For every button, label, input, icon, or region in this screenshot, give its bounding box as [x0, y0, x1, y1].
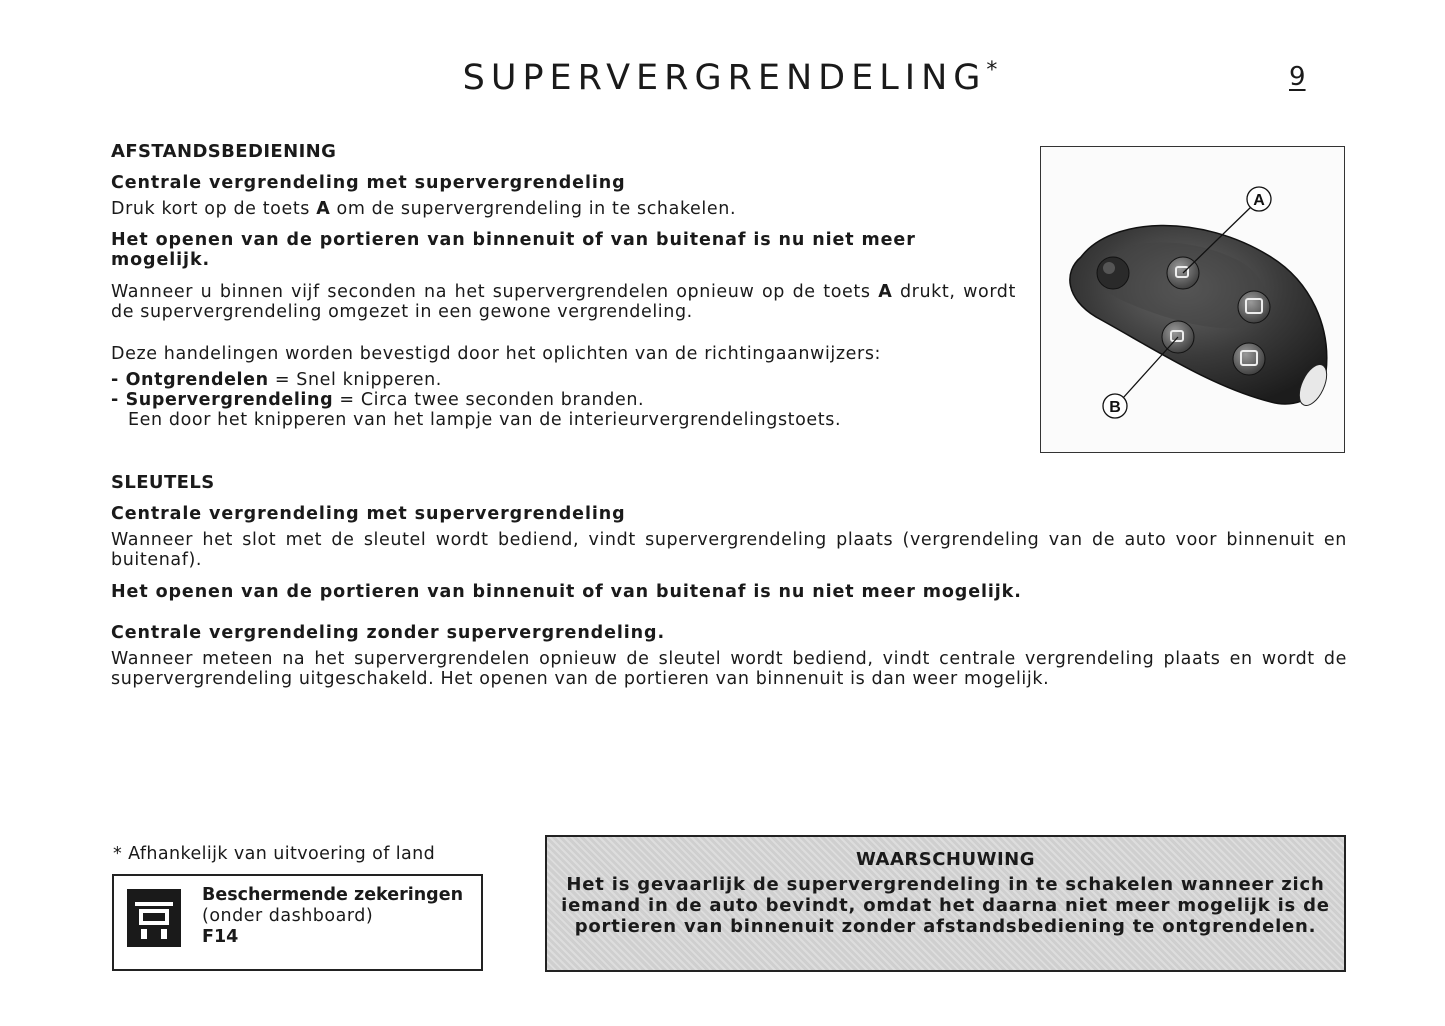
key-a-label: A	[316, 199, 331, 219]
fuse-icon	[127, 889, 181, 947]
section-heading-keys: SLEUTELS	[111, 472, 215, 493]
title-footnote-mark: *	[986, 58, 998, 83]
warning-text: Het is gevaarlijk de supervergrendeling in te schakelen wanneer zich iemand in de auto bevindt, omdat het daarna niet meer mogelijk is de portieren van binnenuit zonder afstandsbediening te ontgrendelen.	[561, 874, 1330, 937]
para-text: Druk kort op de toets	[111, 199, 317, 219]
list-item	[111, 390, 841, 410]
warning-box	[545, 835, 1346, 972]
list-extra: Een door het knipperen van het lampje van de interieurvergrendelingstoets.	[128, 410, 842, 430]
remote-warning-bold: Het openen van de portieren van binnenuit of van buitenaf is nu niet meer mogelijk.	[111, 230, 916, 270]
fuse-text	[202, 885, 463, 948]
remote-key-fob-icon	[1041, 147, 1343, 451]
fuse-code: F14	[202, 927, 239, 947]
list-sep: =	[268, 370, 297, 390]
list-term: Ontgrendelen	[125, 370, 269, 390]
keys-paragraph-1: Wanneer het slot met de sleutel wordt bediend, vindt supervergrendeling plaats (vergrendeling van de auto voor binnenuit en buitenaf).	[111, 530, 1347, 570]
list-dash: -	[111, 370, 126, 390]
label-a: A	[1253, 192, 1265, 209]
para-text: drukt, wordt de supervergrendeling omgezet in een gewone vergrendeling.	[111, 282, 1016, 322]
label-b: B	[1109, 399, 1121, 416]
list-desc: Circa twee seconden branden.	[360, 390, 645, 410]
list-term: Supervergrendeling	[125, 390, 334, 410]
fuse-location: (onder dashboard)	[202, 906, 374, 926]
page-title-text: SUPERVERGRENDELING	[462, 58, 987, 98]
subheading-keys: Centrale vergrendeling met supervergrendeling	[111, 504, 626, 524]
remote-paragraph-2	[111, 282, 1016, 322]
list-desc: Snel knipperen.	[296, 370, 442, 390]
list-dash: -	[111, 390, 126, 410]
keys-paragraph-2: Wanneer meteen na het supervergrendelen opnieuw de sleutel wordt bediend, vindt centrale vergrendeling plaats en wordt de supervergrendeling uitgeschakeld. Het openen van de portieren van binnenuit is dan weer mogelijk.	[111, 649, 1347, 689]
page-number: 9	[1289, 62, 1306, 92]
para-text: Wanneer u binnen vijf seconden na het supervergrendelen opnieuw op de toets	[111, 282, 879, 302]
subheading-remote: Centrale vergrendeling met supervergrendeling	[111, 173, 626, 193]
subheading-keys-2: Centrale vergrendeling zonder supervergrendeling.	[111, 623, 666, 643]
list-item	[111, 370, 841, 390]
key-a-label: A	[878, 282, 893, 302]
remote-control-illustration	[1040, 146, 1345, 453]
list-sep: =	[333, 390, 361, 410]
para-text: om de supervergrendeling in te schakelen.	[330, 199, 737, 219]
footnote: * Afhankelijk van uitvoering of land	[113, 844, 436, 864]
fuse-info-box	[112, 874, 483, 971]
section-heading-remote: AFSTANDSBEDIENING	[111, 141, 337, 162]
remote-paragraph-1	[111, 199, 736, 219]
keys-warning-bold: Het openen van de portieren van binnenuit of van buitenaf is nu niet meer mogelijk.	[111, 582, 1022, 602]
warning-title: WAARSCHUWING	[855, 849, 1035, 870]
fuse-title: Beschermende zekeringen	[202, 885, 464, 905]
page-title	[300, 58, 1160, 98]
indicator-list	[111, 370, 841, 430]
remote-paragraph-3: Deze handelingen worden bevestigd door het oplichten van de richtingaanwijzers:	[111, 344, 882, 364]
